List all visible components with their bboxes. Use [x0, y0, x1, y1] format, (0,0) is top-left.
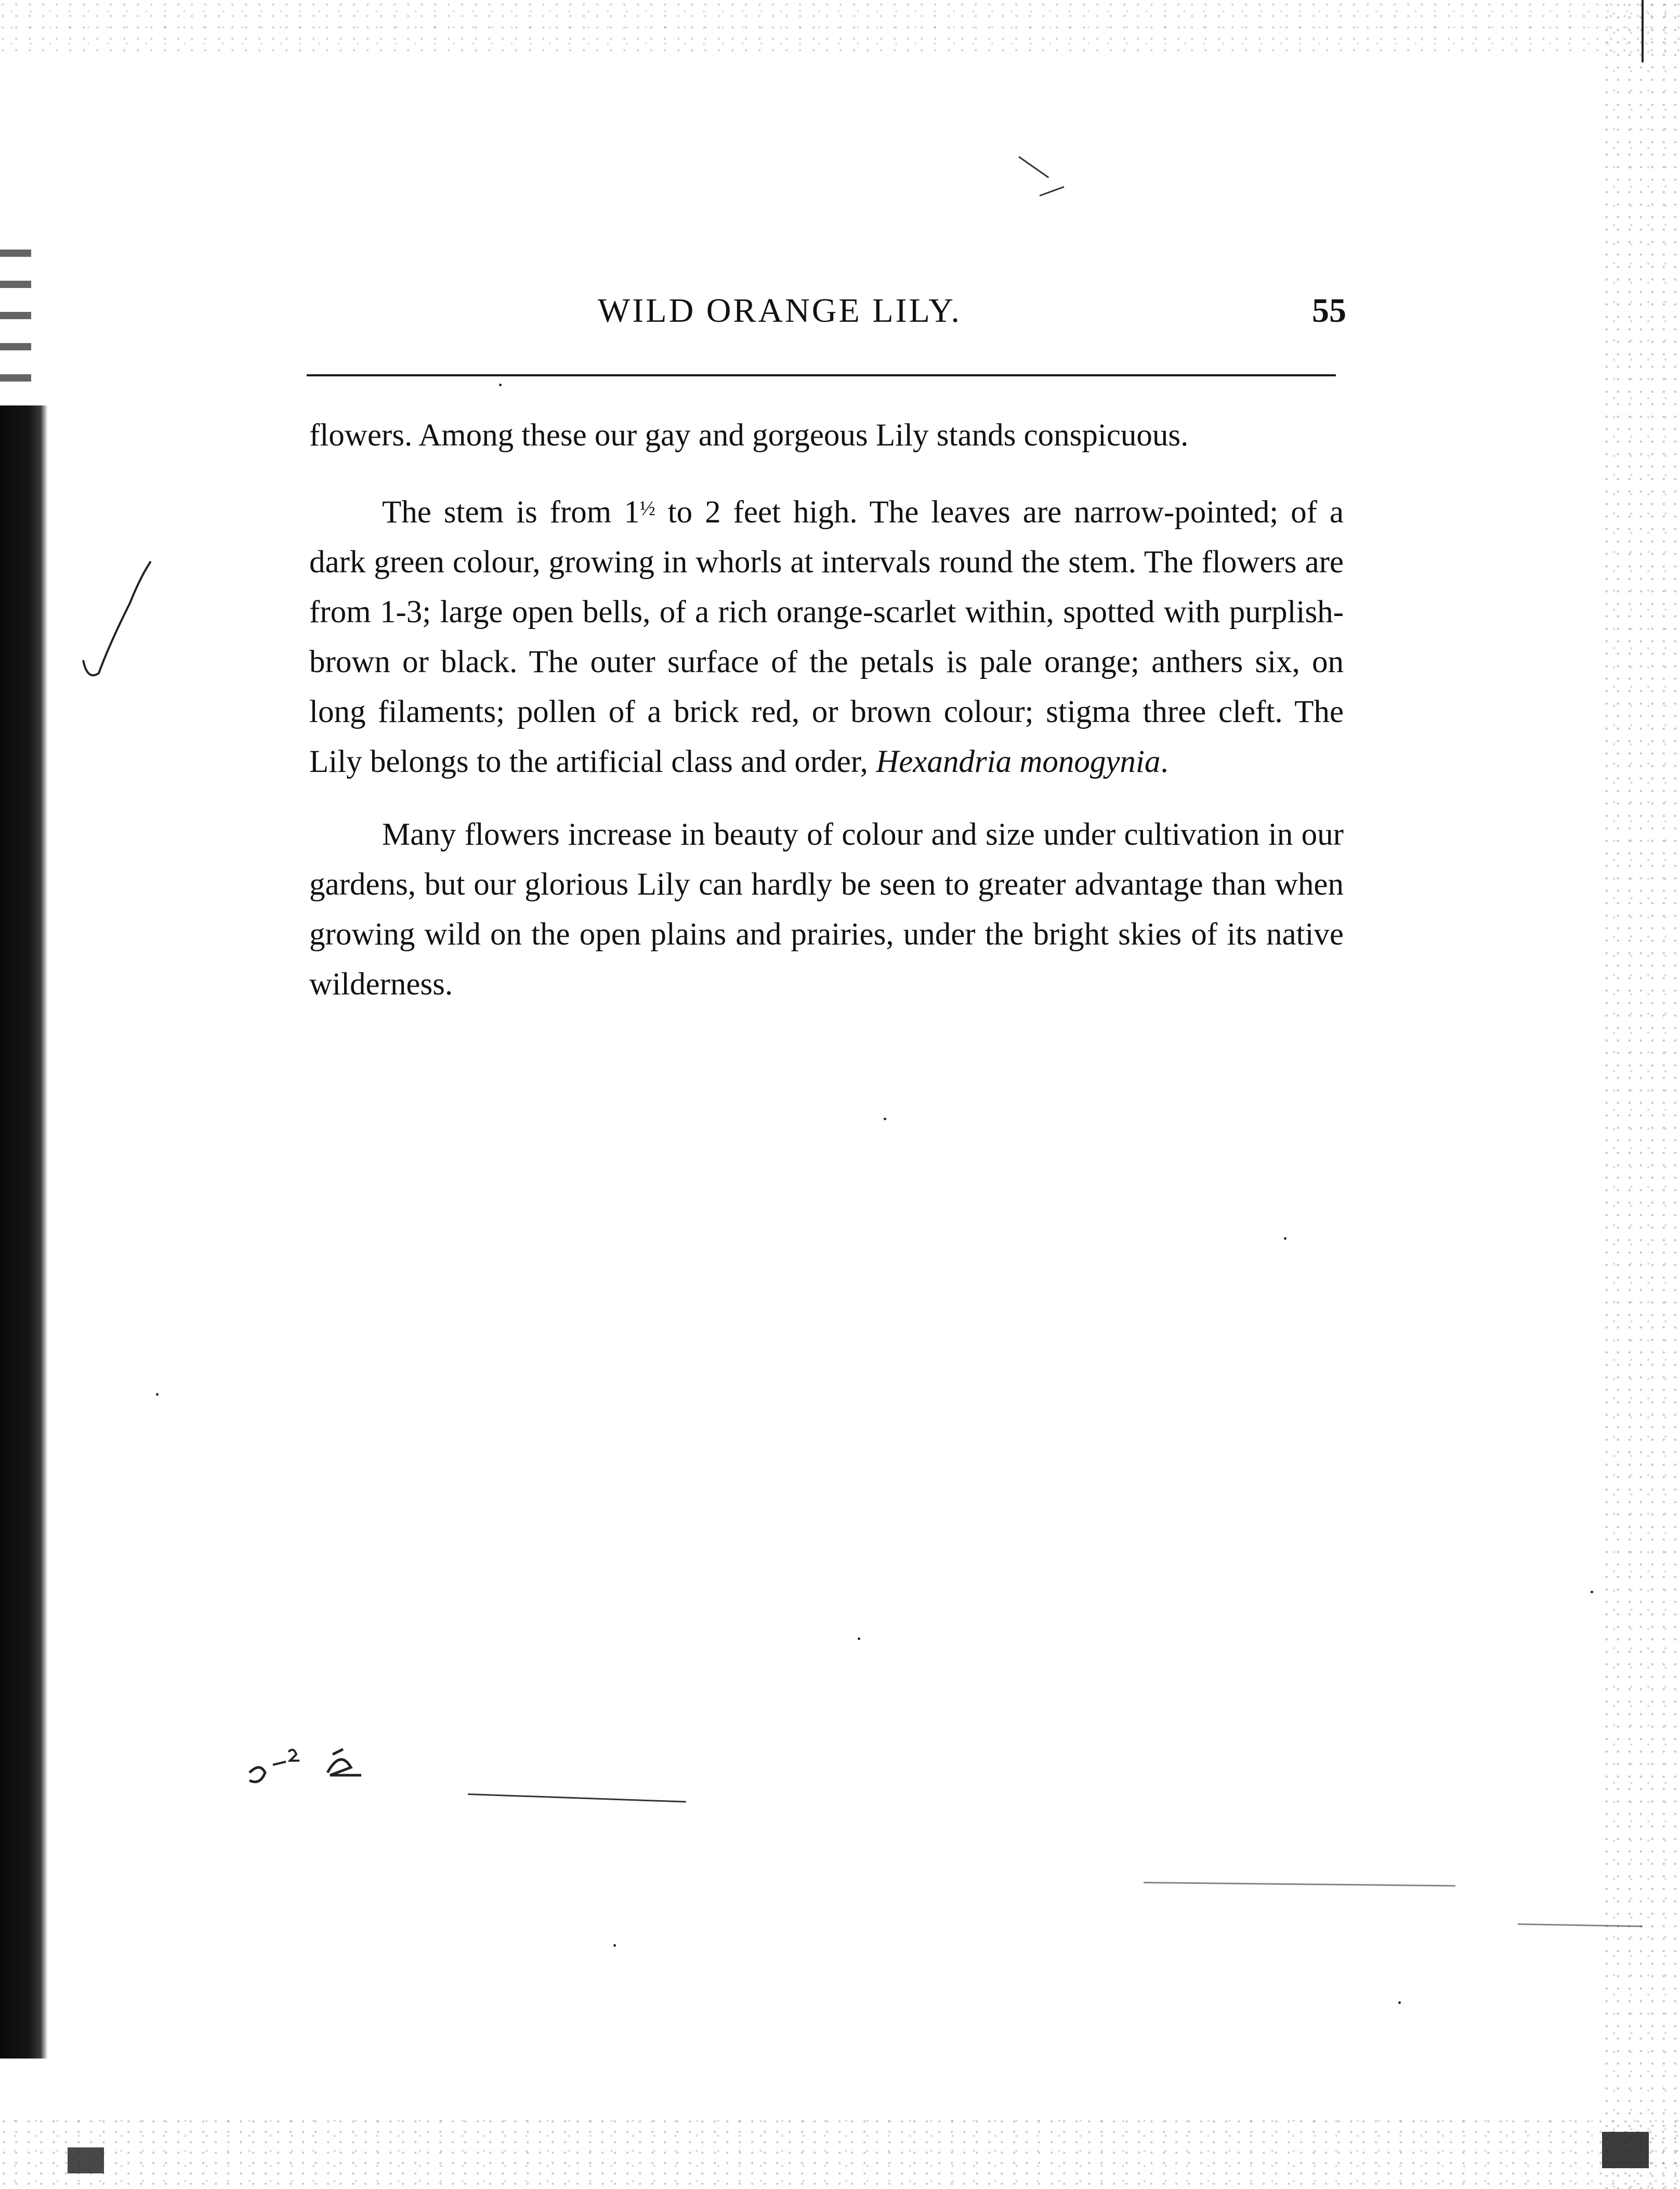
species-name: Hexandria monogynia [876, 744, 1161, 779]
speckled-bottom-edge [0, 2116, 1680, 2189]
stray-mark [1018, 156, 1049, 178]
paragraph-1: flowers. Among these our gay and gorgeous Lily stands conspicuous. [309, 418, 1189, 453]
running-title: WILD ORANGE LILY. [598, 292, 962, 330]
paragraph-3: Many flowers increase in beauty of colour and size under cultivation in our gardens, but our glorious Lily can hardly be seen to greater advantage than when growing wild on the open plains and prairies, under the bright skies of its native wilderness. [309, 817, 1344, 1002]
right-corner-smudge [1602, 2132, 1649, 2168]
paragraph-2-middle: to 2 feet high. The leaves are narrow-pointed; of a dark green colour, growing in whorls at intervals round the stem. The flowers are from 1-3; large open bells, of a rich orange-scarlet within, spotted with purplish-brown or black. The outer surface of the petals is pale orange; anthers six, on long filaments; pollen of a brick red, or brown colour; stigma three cleft. The Lily belongs to the artificial class and order, [309, 495, 1344, 779]
speck [499, 384, 502, 386]
header-rule [307, 374, 1336, 376]
body-text [309, 411, 1344, 1032]
left-corner-smudge [68, 2147, 104, 2173]
paragraph-2-start: The stem is from 1 [382, 495, 640, 530]
pencil-note-mark [244, 1736, 379, 1793]
binding-shadow [0, 405, 48, 2059]
speck [1591, 1591, 1593, 1593]
binding-marks [0, 250, 31, 405]
running-head [307, 291, 1346, 338]
stray-pencil-line [1144, 1882, 1455, 1886]
speck [156, 1393, 159, 1396]
speck [884, 1118, 886, 1120]
speck [1398, 2001, 1401, 2004]
speck [1284, 1237, 1287, 1240]
right-edge-mark [1642, 0, 1644, 62]
fraction-half: ½ [639, 496, 655, 520]
speckled-right-edge [1602, 0, 1680, 2189]
speck [858, 1637, 860, 1640]
speck [613, 1944, 616, 1947]
speckled-top-edge [0, 0, 1680, 57]
paragraph-2 [309, 483, 1344, 787]
stray-mark [1039, 186, 1064, 196]
page-number: 55 [1312, 292, 1346, 330]
paragraph-2-end: . [1160, 744, 1169, 779]
margin-check-mark [78, 556, 161, 691]
stray-pencil-line [468, 1793, 686, 1803]
